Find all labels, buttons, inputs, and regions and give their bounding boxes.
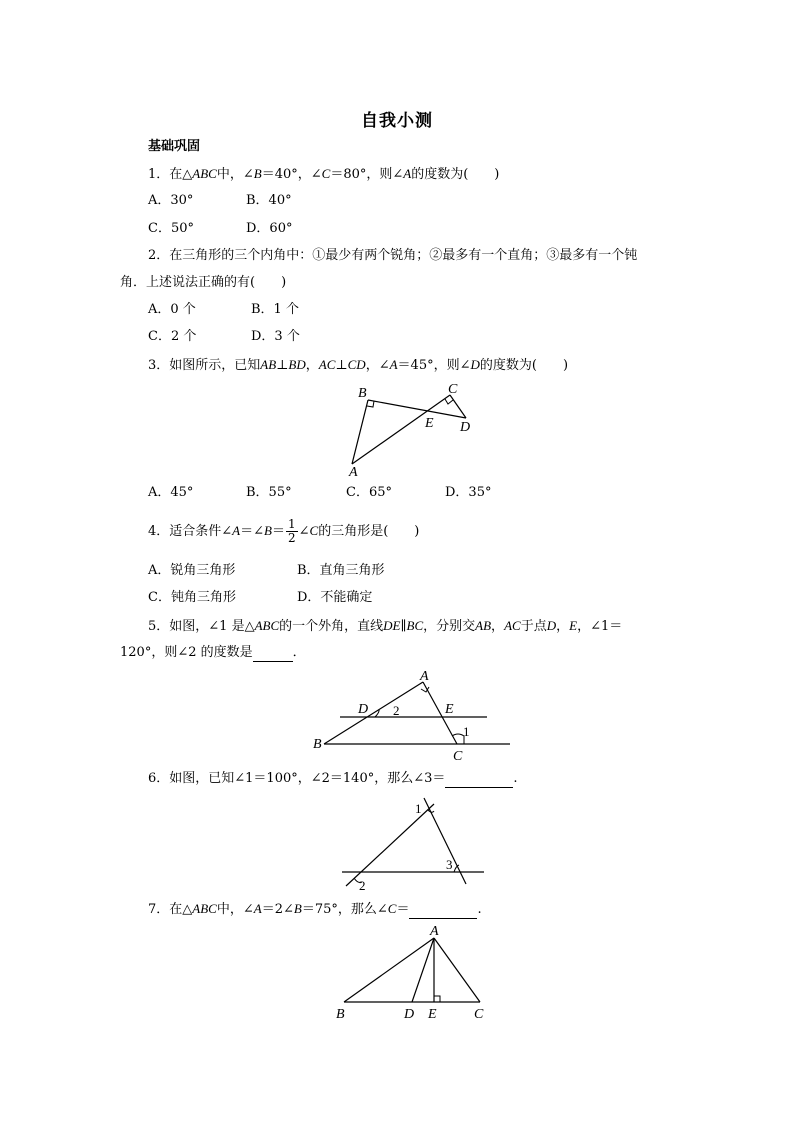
label-angle-2: 2 (359, 878, 366, 893)
fraction-numerator: 1 (288, 517, 296, 531)
q5-var: AC (504, 618, 521, 633)
question-3-stem (148, 356, 568, 375)
q3-var: D (470, 357, 480, 372)
q6-text: . (513, 771, 518, 786)
q5-var: D (546, 618, 557, 633)
segment-ac (434, 938, 480, 1002)
q7-var: ABC (192, 901, 217, 916)
q3-option-b[interactable]: B．55° (246, 485, 292, 500)
q3-option-a[interactable]: A．45° (148, 485, 194, 500)
q4-text: ＝∠ (240, 524, 265, 539)
page-title: 自我小测 (361, 111, 433, 131)
q5-var: E (569, 618, 578, 633)
q5-figure (312, 668, 512, 764)
label-e: E (425, 416, 434, 431)
label-c: C (448, 382, 458, 397)
q6-figure (338, 794, 488, 894)
label-angle-1: 1 (415, 801, 422, 816)
section-heading: 基础巩固 (148, 139, 201, 154)
label-c: C (453, 749, 463, 764)
q3-text: ⊥ (335, 358, 348, 373)
q4-var: B (264, 523, 272, 538)
question-2-line-1: 2．在三角形的三个内角中：①最少有两个锐角；②最多有一个直角；③最多有一个钝 (148, 248, 638, 263)
label-a: A (420, 669, 429, 684)
question-5-line-1 (148, 617, 622, 636)
q4-text: ∠ (298, 524, 310, 539)
q5-text: ∥ (400, 619, 407, 634)
q3-var: AB (260, 357, 277, 372)
label-e: E (445, 702, 454, 717)
q4-text: 的三角形是( ) (318, 524, 420, 539)
label-d: D (404, 1007, 415, 1022)
q7-var: B (293, 901, 302, 916)
q5-var: DE (383, 618, 401, 633)
q3-text: ，∠ (365, 358, 390, 373)
q4-option-c[interactable]: C．钝角三角形 (148, 590, 236, 605)
label-c: C (474, 1007, 484, 1022)
label-b: B (313, 737, 322, 752)
q3-var: AC (318, 357, 336, 372)
right-side (424, 798, 466, 884)
q1-option-b[interactable]: B．40° (246, 193, 292, 208)
fraction-one-half (286, 518, 298, 545)
q4-option-b[interactable]: B．直角三角形 (297, 563, 385, 578)
label-angle-2: 2 (393, 703, 400, 718)
q3-figure (344, 380, 484, 480)
q3-var: A (389, 357, 398, 372)
question-1-stem (148, 165, 499, 184)
q3-text: ＝45°，则∠ (397, 358, 471, 373)
q7-text: 中，∠ (216, 902, 254, 917)
question-6-stem (148, 770, 518, 788)
q1-text: 中，∠ (216, 167, 254, 182)
q5-var: AB (475, 618, 492, 633)
q7-text: ＝75°，那么∠ (301, 902, 388, 917)
answer-blank[interactable] (253, 647, 293, 662)
segment-bd (368, 400, 466, 418)
q1-text: 1．在△ (148, 167, 193, 182)
q5-var: BC (406, 618, 424, 633)
q3-var: BD (288, 357, 306, 372)
answer-blank[interactable] (445, 773, 513, 788)
left-side (346, 804, 434, 886)
q5-text: 于点 (520, 619, 547, 634)
q4-option-d[interactable]: D．不能确定 (297, 590, 373, 605)
label-b: B (358, 386, 367, 401)
q3-option-d[interactable]: D．35° (445, 485, 492, 500)
q1-var: ABC (192, 166, 217, 181)
right-angle-mark-e (434, 996, 440, 1002)
q1-var: A (403, 166, 412, 181)
q7-text: ＝2∠ (261, 902, 294, 917)
answer-blank[interactable] (409, 904, 477, 919)
q7-var: C (387, 901, 397, 916)
q4-var: C (309, 523, 319, 538)
q1-text: ＝80°，则∠ (330, 167, 404, 182)
segment-ad (412, 938, 434, 1002)
question-7-stem (148, 900, 482, 919)
q4-text: 4．适合条件∠ (148, 524, 233, 539)
q2-option-a[interactable]: A．0 个 (148, 302, 196, 317)
segment-ab (344, 938, 434, 1002)
q7-text: . (477, 902, 482, 917)
segment-cd (450, 395, 466, 418)
label-a: A (349, 465, 358, 480)
q2-option-b[interactable]: B．1 个 (251, 302, 299, 317)
label-d: D (460, 420, 471, 435)
q5-text: ，分别交 (423, 619, 476, 634)
question-2-line-2: 角．上述说法正确的有( ) (120, 275, 287, 290)
q7-text: 7．在△ (148, 902, 193, 917)
q5-text: ， (556, 619, 570, 634)
q5-text: ，∠1＝ (577, 619, 623, 634)
q3-text: 3．如图所示，已知 (148, 358, 261, 373)
q5-text: 120°，则∠2 的度数是 (120, 645, 253, 660)
fraction-denominator: 2 (288, 531, 296, 545)
q1-text: ＝40°，∠ (261, 167, 322, 182)
q6-text: 6．如图，已知∠1＝100°，∠2＝140°，那么∠3＝ (148, 771, 446, 786)
q1-var: C (321, 166, 331, 181)
right-angle-mark-c (445, 399, 453, 404)
q1-var: B (253, 166, 262, 181)
label-d: D (358, 702, 369, 717)
q1-text: 的度数为( ) (411, 167, 500, 182)
label-angle-1: 1 (463, 724, 470, 739)
label-e: E (428, 1007, 437, 1022)
q2-option-c[interactable]: C．2 个 (148, 329, 197, 344)
label-b: B (336, 1007, 345, 1022)
q2-option-d[interactable]: D．3 个 (251, 329, 300, 344)
q4-var: A (232, 523, 241, 538)
q1-option-a[interactable]: A．30° (148, 193, 194, 208)
q3-option-c[interactable]: C．65° (346, 485, 392, 500)
q4-option-a[interactable]: A．锐角三角形 (148, 563, 236, 578)
q3-text: ⊥ (276, 358, 289, 373)
q7-var: A (253, 901, 262, 916)
q5-text: 5．如图，∠1 是△ (148, 619, 255, 634)
q5-text: ． (292, 645, 306, 660)
q5-var: ABC (254, 618, 280, 633)
label-a: A (430, 924, 439, 939)
question-5-line-2 (120, 644, 306, 662)
q1-option-d[interactable]: D．60° (246, 221, 293, 236)
segment-ab (324, 682, 423, 744)
q5-text: 的一个外角，直线 (279, 619, 384, 634)
q5-text: ， (491, 619, 505, 634)
label-angle-3: 3 (446, 857, 453, 872)
q7-figure (334, 924, 494, 1024)
question-4-stem (148, 516, 419, 547)
q4-text: ＝ (271, 524, 285, 539)
q3-text: ， (305, 358, 319, 373)
q3-text: 的度数为( ) (479, 358, 569, 373)
q3-var: CD (347, 357, 366, 372)
q7-text: ＝ (396, 902, 410, 917)
q1-option-c[interactable]: C．50° (148, 221, 194, 236)
